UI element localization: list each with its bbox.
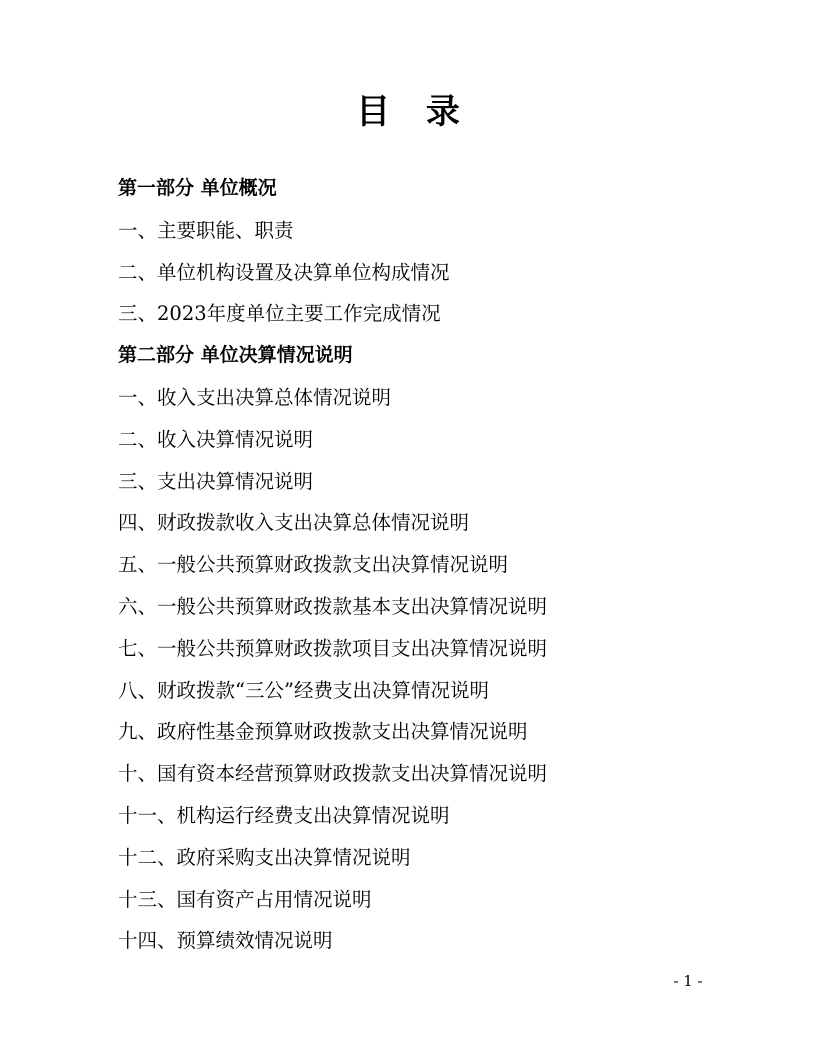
toc-part-heading[interactable]: 第一部分 单位概况 — [118, 177, 277, 199]
toc-part-heading[interactable]: 第二部分 单位决算情况说明 — [118, 344, 353, 367]
page-title: 目 录 — [356, 92, 472, 132]
toc-entry[interactable]: 七、一般公共预算财政拨款项目支出决算情况说明 — [118, 636, 548, 660]
toc-entry[interactable]: 十一、机构运行经费支出决算情况说明 — [118, 803, 450, 827]
toc-entry[interactable]: 八、财政拨款“三公”经费支出决算情况说明 — [118, 678, 489, 702]
toc-entry[interactable]: 一、主要职能、职责 — [118, 218, 294, 242]
toc-entry[interactable]: 十四、预算绩效情况说明 — [118, 929, 333, 953]
toc-entry[interactable]: 二、收入决算情况说明 — [118, 427, 314, 451]
toc-entry[interactable]: 三、支出决算情况说明 — [118, 469, 314, 493]
toc-entry[interactable]: 三、2023年度单位主要工作完成情况 — [118, 302, 441, 326]
toc-entry[interactable]: 六、一般公共预算财政拨款基本支出决算情况说明 — [118, 594, 548, 618]
page-number: - 1 - — [673, 972, 703, 990]
toc-entry[interactable]: 九、政府性基金预算财政拨款支出决算情况说明 — [118, 720, 528, 744]
toc-entry[interactable]: 十二、政府采购支出决算情况说明 — [118, 845, 411, 869]
toc-entry[interactable]: 十、国有资本经营预算财政拨款支出决算情况说明 — [118, 762, 548, 786]
toc-entry[interactable]: 十三、国有资产占用情况说明 — [118, 887, 372, 911]
table-of-contents — [118, 168, 718, 962]
toc-entry[interactable]: 五、一般公共预算财政拨款支出决算情况说明 — [118, 553, 509, 577]
toc-entry[interactable]: 二、单位机构设置及决算单位构成情况 — [118, 260, 450, 284]
toc-entry[interactable]: 一、收入支出决算总体情况说明 — [118, 385, 392, 409]
toc-entry[interactable]: 四、财政拨款收入支出决算总体情况说明 — [118, 511, 470, 535]
